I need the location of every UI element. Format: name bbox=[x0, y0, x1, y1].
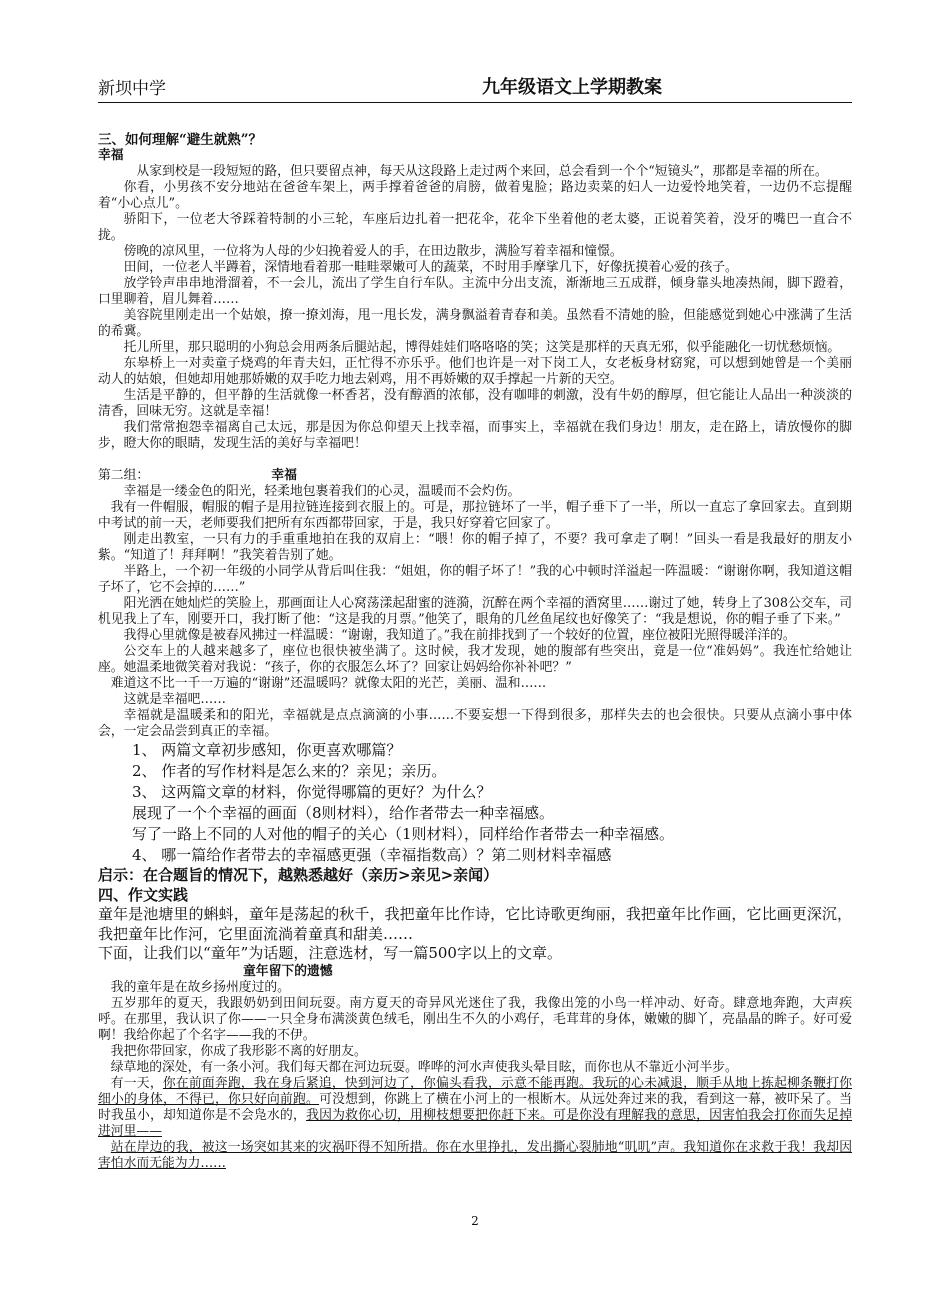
group-2-heading bbox=[98, 468, 852, 484]
underlined-text: 我因为救你心切，用柳枝想要把你赶下来。可是你没有理解我的意思，因害怕我会打你而失足掉进河里—— bbox=[98, 1107, 853, 1139]
essay-3-paragraph bbox=[98, 1140, 852, 1172]
essay-1-paragraph: 放学铃声串串地滑溜着，不一会儿，流出了学生自行车队。主流中分出支流，渐渐地三五成群，倾身靠头地凑热闹，脚下蹬着，口里聊着，眉儿舞着…… bbox=[98, 276, 852, 307]
essay-2-title: 幸福 bbox=[271, 468, 297, 483]
essay-1-paragraph: 骄阳下，一位老大爷踩着特制的小三轮，车座后边扎着一把花伞，花伞下坐着他的老太婆，正说着笑着，没牙的嘴巴一直合不拢。 bbox=[98, 212, 852, 243]
school-name: 新坝中学 bbox=[98, 79, 166, 99]
essay-1-paragraph: 生活是平静的，但平静的生活就像一杯香茗，没有醇酒的浓郁，没有咖啡的刺激，没有牛奶的醇厚，但它能让人品出一种淡淡的清香，回味无穷。这就是幸福！ bbox=[98, 388, 852, 419]
question-item: 3、 这两篇文章的材料，你觉得哪篇的更好？为什么？ bbox=[132, 783, 492, 801]
essay-2-paragraph: 半路上，一个初一年级的小同学从背后叫住我：“姐姐，你的帽子坏了！”我的心中顿时洋溢起一阵温暖：“谢谢你啊，我知道这帽子坏了，它不会掉的……” bbox=[98, 564, 852, 595]
essay-1-paragraph: 我们常常抱怨幸福离自己太远，那是因为你总仰望天上找幸福，而事实上，幸福就在我们身边！朋友，走在路上，请放慢你的脚步，瞪大你的眼睛，发现生活的美好与幸福吧！ bbox=[98, 420, 852, 451]
essay-1-paragraph: 托儿所里，那只聪明的小狗总会用两条后腿站起，博得娃娃们咯咯咯的笑；这笑是那样的天真无邪，似乎能融化一切忧愁烦恼。 bbox=[123, 340, 841, 355]
writing-task: 下面，让我们以“童年”为话题，注意选材，写一篇500字以上的文章。 bbox=[98, 944, 562, 962]
question-item: 4、 哪一篇给作者带去的幸福感更强（幸福指数高）？第二则材料幸福感 bbox=[132, 846, 612, 864]
section-3-heading: 三、如何理解“避生就熟”？ bbox=[98, 132, 263, 148]
essay-1-paragraph: 东皋桥上一对卖童子烧鸡的年青夫妇，正忙得不亦乐乎。他们也许是一对下岗工人，女老板身材窈窕，可以想到她曾是一个美丽动人的姑娘，但她却用她那娇嫩的双手吃力地去剁鸡，用不再娇嫩的双手撑起一片新的天空。 bbox=[98, 356, 852, 387]
section-4-intro: 童年是池塘里的蝌蚪，童年是荡起的秋千，我把童年比作诗，它比诗歌更绚丽，我把童年比作画，它比画更深沉，我把童年比作河，它里面流淌着童真和甜美…… bbox=[98, 905, 852, 943]
page-header bbox=[98, 76, 852, 103]
essay-3-paragraph bbox=[98, 1076, 852, 1140]
header-title: 九年级语文上学期教案 bbox=[482, 77, 662, 98]
essay-2-paragraph: 刚走出教室，一只有力的手重重地拍在我的双肩上：“喂！你的帽子掉了，不要？我可拿走了啊！”回头一看是我最好的朋友小紫。“知道了！拜拜啊！”我笑着告别了她。 bbox=[98, 532, 852, 563]
section-4-heading: 四、作文实践 bbox=[98, 885, 189, 904]
text-run: 有一天， bbox=[110, 1075, 163, 1091]
essay-2-paragraph: 幸福是一缕金色的阳光，轻柔地包裹着我们的心灵，温暖而不会灼伤。 bbox=[123, 484, 521, 499]
question-item: 2、 作者的写作材料是怎么来的？亲见；亲历。 bbox=[132, 762, 447, 780]
essay-3-paragraph: 我把你带回家，你成了我形影不离的好朋友。 bbox=[110, 1043, 367, 1059]
essay-3-paragraph: 绿草地的深处，有一条小河。我们每天都在河边玩耍。哗哗的河水声使我头晕目眩，而你也从不靠近小河半步。 bbox=[110, 1059, 738, 1075]
question-item: 1、 两篇文章初步感知，你更喜欢哪篇？ bbox=[132, 741, 402, 759]
essay-3-title: 童年留下的遗憾 bbox=[243, 963, 333, 979]
essay-1-paragraph: 田间，一位老人半蹲着，深情地看着那一畦畦翠嫩可人的蔬菜，不时用手摩挲几下，好像抚摸着心爱的孩子。 bbox=[123, 260, 738, 275]
essay-2-paragraph: 公交车上的人越来越多了，座位也很快被坐满了。这时候，我才发现，她的腹部有些突出，竟是一位“准妈妈”。我连忙给她让座。她温柔地微笑着对我说：“孩子，你的衣服怎么坏了？回家让妈妈给你补补吧？” bbox=[98, 644, 852, 675]
answer-line: 展现了一个个幸福的画面（8则材料），给作者带去一种幸福感。 bbox=[132, 804, 555, 822]
essay-3-paragraph: 我的童年是在故乡扬州度过的。 bbox=[110, 979, 290, 995]
essay-1-paragraph: 从家到校是一段短短的路，但只要留点神，每天从这段路上走过两个来回，总会看到一个个“短镜头”，那都是幸福的所在。 bbox=[136, 164, 828, 179]
essay-2-paragraph: 我有一件帽服，帽服的帽子是用拉链连接到衣服上的。可是，那拉链坏了一半，帽子垂下了一半，所以一直忘了拿回家去。直到期中考试的前一天，老师要我们把所有东西都带回家，于是，我只好穿着它回家了。 bbox=[98, 500, 852, 531]
essay-2-paragraph: 难道这不比一千一万遍的“谢谢”还温暖吗？就像太阳的光芒，美丽、温和…… bbox=[110, 676, 547, 691]
essay-2-paragraph: 幸福就是温暖柔和的阳光，幸福就是点点滴滴的小事……不要妄想一下得到很多，那样失去的也会很快。只要从点滴小事中体会，一定会品尝到真正的幸福。 bbox=[98, 708, 852, 739]
text-run: 可没想到，你跳上了横在小河上的一根断木。从远处奔过来的我，看到这一幕，被吓呆了。当时我虽小，却知道你是不会凫水的， bbox=[98, 1091, 853, 1123]
underlined-text: 站在岸边的我，被这一场突如其来的灾祸吓得不知所措。你在水里挣扎，发出撕心裂肺地“叽叽”声。我知道你在求救于我！我却因害怕水而无能为力…… bbox=[98, 1139, 852, 1171]
essay-1-paragraph: 美容院里刚走出一个姑娘，撩一撩刘海，甩一甩长发，满身飘溢着青春和美。虽然看不清她的脸，但能感觉到她心中涨满了生活的希冀。 bbox=[98, 308, 852, 339]
essay-1-title: 幸福 bbox=[98, 148, 124, 163]
essay-1-paragraph: 傍晚的凉风里，一位将为人母的少妇挽着爱人的手，在田边散步，满脸写着幸福和憧憬。 bbox=[123, 244, 623, 259]
essay-2-paragraph: 我得心里就像是被春风拂过一样温暖：“谢谢，我知道了。”我在前排找到了一个较好的位置，座位被阳光照得暖洋洋的。 bbox=[123, 628, 796, 643]
essay-2-paragraph: 阳光洒在她灿烂的笑脸上，那画面让人心窝荡漾起甜蜜的涟漪，沉醉在两个幸福的酒窝里……谢过了她，转身上了308公交车，司机见我上了车，刚要开口，我打断了他：“这是我的月票。”他笑了，眼角的几丝鱼尾纹也好像笑了：“我是想说，你的帽子垂了下来。” bbox=[98, 596, 852, 627]
document-body bbox=[98, 132, 852, 1172]
answer-line: 写了一路上不同的人对他的帽子的关心（1则材料），同样给作者带去一种幸福感。 bbox=[132, 825, 675, 843]
essay-1-paragraph: 你看，小男孩不安分地站在爸爸车架上，两手撑着爸爸的肩膀，做着鬼脸；路边卖菜的妇人一边爱怜地笑着，一边仍不忘提醒着“小心点儿”。 bbox=[98, 180, 852, 211]
group-2-label: 第二组： bbox=[98, 468, 150, 483]
underlined-text: 你在前面奔跑，我在身后紧追，快到河边了，你偏头看我，示意不能再跑。我玩的心未减退，顺手从地上拣起柳条鞭打你细小的身体，不得已，你只好向前跑。 bbox=[98, 1075, 853, 1107]
insight-line: 启示：在合题旨的情况下，越熟悉越好（亲历>亲见>亲闻） bbox=[98, 866, 499, 884]
page-number: 2 bbox=[471, 1214, 479, 1228]
spacer bbox=[98, 452, 852, 468]
essay-3-paragraph: 五岁那年的夏天，我跟奶奶到田间玩耍。南方夏天的奇异风光迷住了我，我像出笼的小鸟一样冲动、好奇。肆意地奔跑，大声疾呼。在那里，我认识了你——一只全身布满淡黄色绒毛，刚出生不久的小鸡仔，毛茸茸的身体，嫩嫩的脚丫，亮晶晶的眸子。好可爱啊！我给你起了个名字——我的不伊。 bbox=[98, 995, 852, 1043]
essay-2-paragraph: 这就是幸福吧…… bbox=[123, 692, 226, 707]
